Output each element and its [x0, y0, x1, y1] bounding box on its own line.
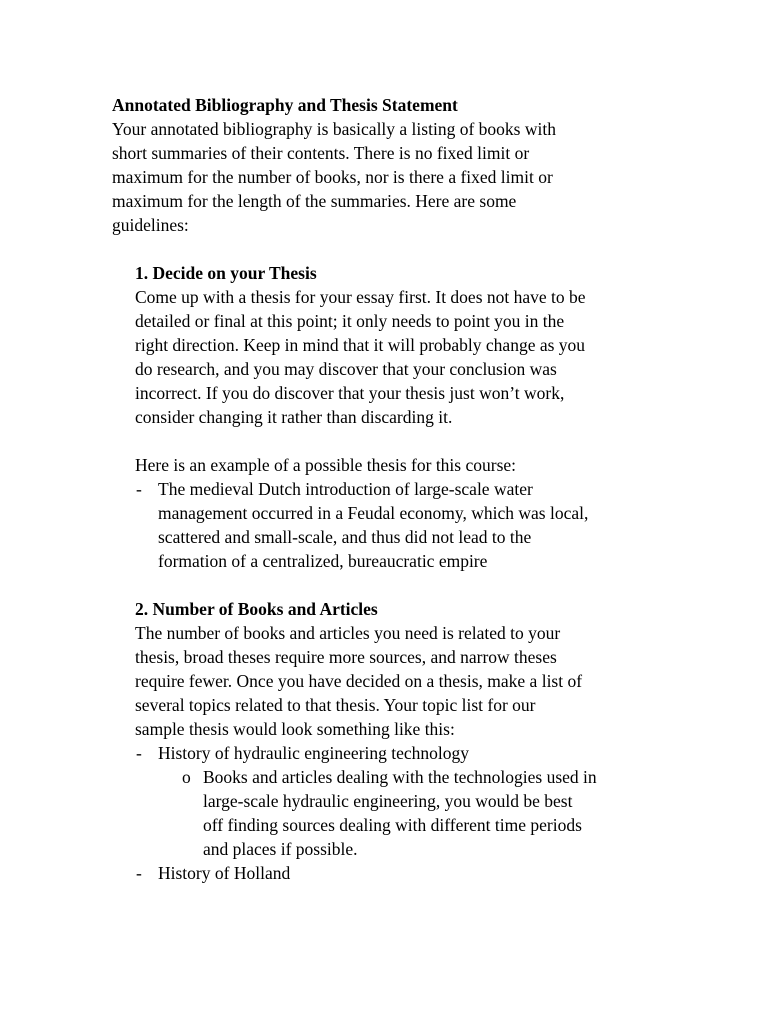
topic-1-sub-line-1: Books and articles dealing with the technologies used in: [203, 767, 597, 787]
section-1-line-3: right direction. Keep in mind that it will probably change as you: [135, 335, 586, 355]
section-2-heading: 2. Number of Books and Articles: [135, 599, 378, 619]
section-2-line-4: several topics related to that thesis. Your topic list for our: [135, 695, 536, 715]
topic-1-sub-line-4: and places if possible.: [203, 839, 358, 859]
topic-1-sub-line-3: off finding sources dealing with different time periods: [203, 815, 582, 835]
section-1-line-5: incorrect. If you do discover that your thesis just won’t work,: [135, 383, 565, 403]
intro-line-1: Your annotated bibliography is basically a listing of books with: [112, 119, 556, 139]
section-1-line-4: do research, and you may discover that your conclusion was: [135, 359, 557, 379]
topic-1-sub-line-2: large-scale hydraulic engineering, you would be best: [203, 791, 573, 811]
intro-line-4: maximum for the length of the summaries. Here are some: [112, 191, 517, 211]
intro-line-3: maximum for the number of books, nor is there a fixed limit or: [112, 167, 553, 187]
section-2-line-5: sample thesis would look something like this:: [135, 719, 455, 739]
section-1-line-1: Come up with a thesis for your essay first. It does not have to be: [135, 287, 586, 307]
section-2-line-2: thesis, broad theses require more sources, and narrow theses: [135, 647, 557, 667]
section-1-heading: 1. Decide on your Thesis: [135, 263, 317, 283]
section-2-line-3: require fewer. Once you have decided on a thesis, make a list of: [135, 671, 583, 691]
document-title: Annotated Bibliography and Thesis Statement: [112, 95, 458, 115]
section-1-line-2: detailed or final at this point; it only needs to point you in the: [135, 311, 565, 331]
bullet-dash: -: [136, 479, 142, 499]
sub-bullet-circle: o: [182, 767, 191, 787]
intro-line-5: guidelines:: [112, 215, 189, 235]
section-2-line-1: The number of books and articles you need is related to your: [135, 623, 561, 643]
bullet-dash: -: [136, 743, 142, 763]
example-thesis-line-4: formation of a centralized, bureaucratic empire: [158, 551, 488, 571]
example-thesis-line-2: management occurred in a Feudal economy, which was local,: [158, 503, 589, 523]
example-thesis-line-3: scattered and small-scale, and thus did not lead to the: [158, 527, 532, 547]
section-1-line-6: consider changing it rather than discarding it.: [135, 407, 453, 427]
topic-1: History of hydraulic engineering technology: [158, 743, 470, 763]
intro-line-2: short summaries of their contents. There is no fixed limit or: [112, 143, 530, 163]
bullet-dash: -: [136, 863, 142, 883]
example-intro: Here is an example of a possible thesis for this course:: [135, 455, 517, 475]
topic-2: History of Holland: [158, 863, 291, 883]
example-thesis-line-1: The medieval Dutch introduction of large-scale water: [158, 479, 533, 499]
